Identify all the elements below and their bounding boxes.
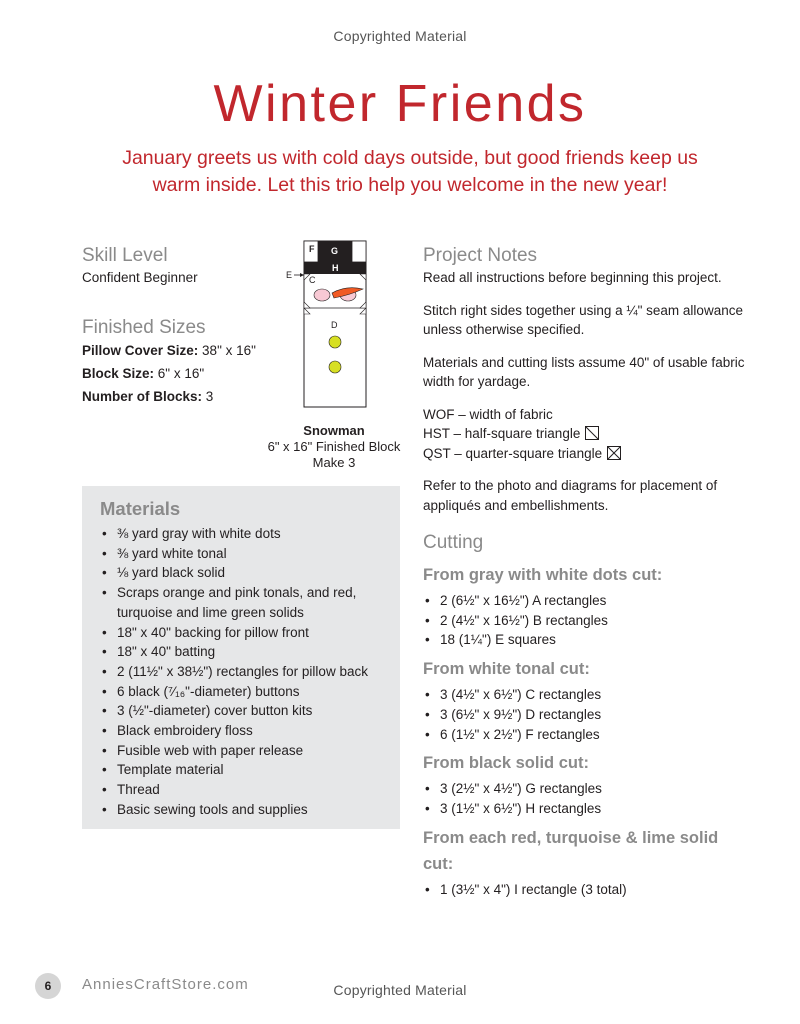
copyright-footer: Copyrighted Material: [333, 982, 467, 998]
materials-item: • 3 (½"-diameter) cover button kits: [100, 701, 390, 721]
label-e: E: [286, 270, 293, 280]
label-c: C: [309, 275, 316, 285]
materials-item: • ⅛ yard black solid: [100, 563, 390, 583]
pillow-size: Pillow Cover Size: 38" x 16": [82, 343, 256, 358]
cutting-item: • 3 (4½" x 6½") C rectangles: [423, 685, 753, 705]
skill-level-section: [82, 245, 272, 288]
materials-box: [82, 486, 400, 829]
page-title: Winter Friends: [213, 75, 587, 133]
materials-item: • Basic sewing tools and supplies: [100, 800, 390, 820]
label-d: D: [331, 320, 338, 330]
button-top: [329, 336, 341, 348]
diagram-make: Make 3: [312, 455, 356, 470]
snowman-block-diagram: [280, 238, 390, 410]
block-size: Block Size: 6" x 16": [82, 366, 205, 381]
label-f: F: [309, 244, 315, 254]
materials-item: • Fusible web with paper release: [100, 741, 390, 761]
note-hst: HST – half-square triangle: [423, 424, 753, 444]
cutting-item: • 3 (6½" x 9½") D rectangles: [423, 705, 753, 725]
cutting-group-white: [423, 656, 753, 744]
cheek-left: [314, 289, 330, 301]
block-count: Number of Blocks: 3: [82, 389, 214, 404]
project-notes-section: [423, 245, 753, 528]
hst-icon: [585, 426, 599, 440]
note-wof: WOF – width of fabric: [423, 406, 553, 422]
materials-heading: Materials: [100, 498, 181, 519]
cutting-item: • 18 (1¼") E squares: [423, 630, 753, 650]
note-fabric-width: Materials and cutting lists assume 40" of usable fabric width for yardage.: [423, 354, 745, 389]
cutting-group-heading: From each red, turquoise & lime solid cut:: [423, 828, 719, 873]
cutting-item: • 2 (4½" x 16½") B rectangles: [423, 611, 753, 631]
cutting-group-heading: From black solid cut:: [423, 754, 589, 773]
skill-level-heading: Skill Level: [82, 245, 168, 266]
website-link[interactable]: AnniesCraftStore.com: [82, 976, 249, 993]
materials-item: • ⅜ yard white tonal: [100, 544, 390, 564]
cutting-item: • 3 (2½" x 4½") G rectangles: [423, 779, 753, 799]
skill-level-value: Confident Beginner: [82, 270, 198, 285]
diagram-finished-size: 6" x 16" Finished Block: [267, 439, 401, 454]
label-h: H: [332, 263, 339, 273]
cutting-section: [423, 532, 753, 899]
diagram-name: Snowman: [303, 423, 365, 438]
finished-sizes-heading: Finished Sizes: [82, 317, 206, 338]
cutting-item: • 1 (3½" x 4") I rectangle (3 total): [423, 880, 753, 900]
diagram-caption: [254, 423, 414, 471]
cutting-group-gray: [423, 562, 753, 650]
materials-item: • Black embroidery floss: [100, 721, 390, 741]
note-photo-reference: Refer to the photo and diagrams for placement of appliqués and embellishments.: [423, 478, 718, 513]
cutting-heading: Cutting: [423, 532, 484, 553]
cutting-item: • 3 (1½" x 6½") H rectangles: [423, 799, 753, 819]
materials-list: [100, 524, 390, 820]
page-subtitle: January greets us with cold days outside, but good friends keep us warm inside. Let this trio help you welcome in the new year!: [122, 147, 698, 196]
note-seam-allowance: Stitch right sides together using a ¼" seam allowance unless otherwise specified.: [423, 302, 743, 337]
materials-item: • Scraps orange and pink tonals, and red, turquoise and lime green solids: [100, 583, 390, 622]
materials-item: • 6 black (⁷⁄₁₆"-diameter) buttons: [100, 682, 390, 702]
qst-icon: [607, 446, 621, 460]
cutting-item: • 6 (1½" x 2½") F rectangles: [423, 725, 753, 745]
project-notes-heading: Project Notes: [423, 245, 538, 266]
materials-item: • 2 (11½" x 38½") rectangles for pillow back: [100, 662, 390, 682]
copyright-header: Copyrighted Material: [333, 28, 467, 44]
cutting-group-black: [423, 750, 753, 818]
materials-item: • Thread: [100, 780, 390, 800]
cutting-group-heading: From gray with white dots cut:: [423, 566, 663, 584]
button-bottom: [329, 361, 341, 373]
materials-item: • 18" x 40" batting: [100, 642, 390, 662]
note-read-instructions: Read all instructions before beginning this project.: [423, 270, 722, 285]
finished-sizes-section: [82, 317, 282, 412]
materials-item: • 18" x 40" backing for pillow front: [100, 623, 390, 643]
label-g: G: [331, 246, 339, 256]
cutting-group-heading: From white tonal cut:: [423, 660, 590, 679]
materials-item: • Template material: [100, 760, 390, 780]
materials-item: • ⅜ yard gray with white dots: [100, 524, 390, 544]
page-number: 6: [35, 973, 61, 999]
cutting-group-solids: [423, 825, 753, 900]
cutting-item: • 2 (6½" x 16½") A rectangles: [423, 591, 753, 611]
note-qst: QST – quarter-square triangle: [423, 444, 753, 464]
